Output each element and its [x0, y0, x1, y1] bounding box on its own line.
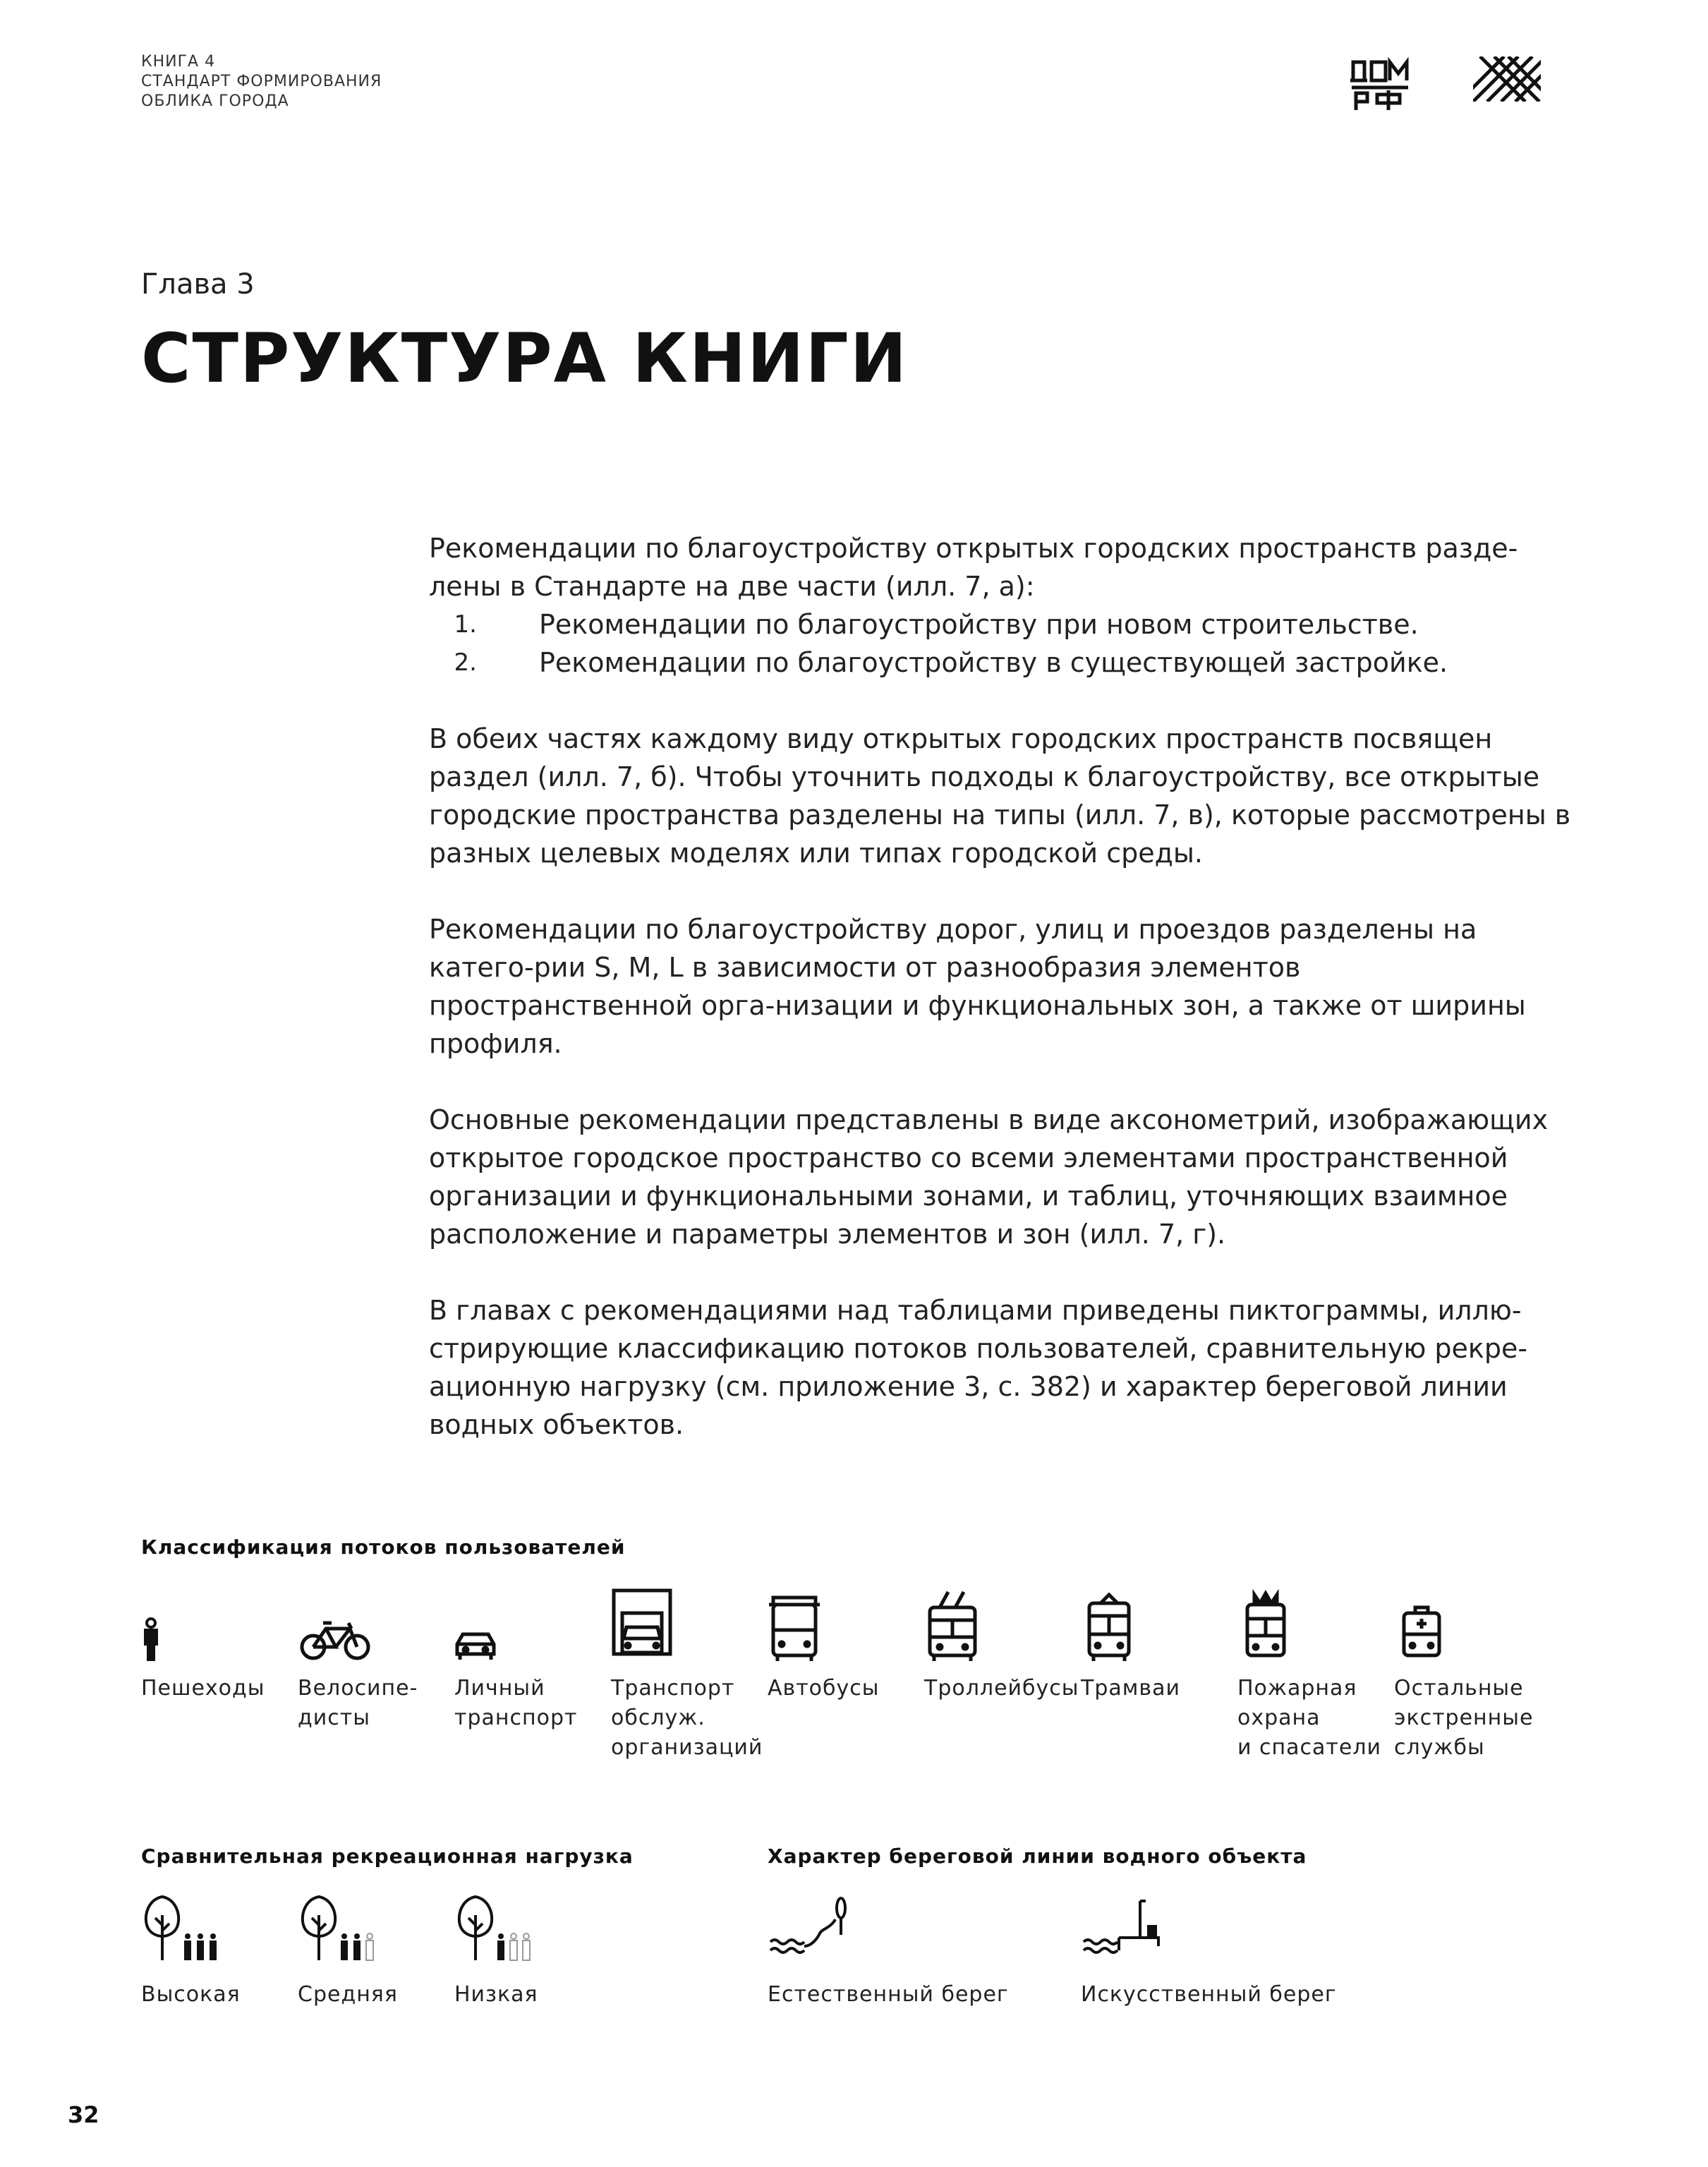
flow-label: охрана: [1237, 1706, 1321, 1730]
paragraph: Рекомендации по благоустройству дорог, улиц и проездов разделены на катего-рии S, M, L в зависимости от разнообразия элементов пространственной орга-низации и функциональных зон, а также от ширины профиля.: [429, 914, 1526, 1059]
flow-label: Пешеходы: [141, 1676, 265, 1701]
paragraph: В главах с рекомендациями над таблицами приведены пиктограммы, иллю-стрирующие классификацию потоков пользователей, сравнительную рекре-ационную нагрузку (см. приложение 3, с. 382) и характер береговой линии водных объектов.: [429, 1295, 1528, 1440]
emergency-vehicle-icon: [1394, 1588, 1479, 1665]
tram-icon: [1081, 1588, 1165, 1665]
paragraph: Основные рекомендации представлены в виде аксонометрий, изображающих открытое городское пространство со всеми элементами пространственной организации и функциональными зонами, и таблиц, уточняющих взаимное расположение и параметры элементов и зон (илл. 7, г).: [429, 1104, 1549, 1250]
flow-item-pedestrians: [141, 1588, 303, 1701]
flow-item-buses: [768, 1588, 930, 1701]
recreation-label: Высокая: [141, 1982, 241, 2007]
flow-label: обслуж.: [611, 1706, 705, 1730]
shoreline-label: Искусственный берег: [1081, 1982, 1337, 2007]
recreation-section-title: Сравнительная рекреационная нагрузка: [141, 1845, 634, 1868]
bus-icon: [768, 1588, 852, 1665]
flow-item-service-transport: [611, 1588, 773, 1760]
dom-rf-logo: [1349, 54, 1411, 113]
list-number: 2.: [454, 648, 477, 677]
list-item-text: Рекомендации по благоустройству в существующей застройке.: [539, 647, 1448, 678]
recreation-item-high: [141, 1894, 303, 2007]
car-icon: [454, 1588, 539, 1665]
list-number: 1.: [454, 610, 477, 639]
flow-label: транспорт: [454, 1706, 578, 1730]
medium-load-icon: [298, 1894, 411, 1964]
page-title: СТРУКТУРА КНИГИ: [141, 319, 909, 398]
flow-label: Автобусы: [768, 1676, 880, 1701]
recreation-label: Низкая: [454, 1982, 538, 2007]
list-item-text: Рекомендации по благоустройству при новом строительстве.: [539, 609, 1419, 640]
shoreline-item-artificial: [1081, 1894, 1377, 2007]
flow-label: Трамваи: [1081, 1676, 1180, 1701]
flow-label: Пожарная: [1237, 1676, 1357, 1701]
flow-label: службы: [1394, 1735, 1485, 1760]
chapter-label: Глава 3: [141, 268, 255, 301]
list-item: [429, 605, 1572, 644]
truck-icon: [611, 1588, 696, 1665]
recreation-item-low: [454, 1894, 617, 2007]
paragraph: В обеих частях каждому виду открытых городских пространств посвящен раздел (илл. 7, б). Чтобы уточнить подходы к благоустройству, все открытые городские пространства разделены на типы (илл. 7, в), которые рассмотрены в разных целевых моделях или типах городской среды.: [429, 723, 1571, 869]
recreation-label: Средняя: [298, 1982, 398, 2007]
flow-item-private-transport: [454, 1588, 617, 1730]
header-line: КНИГА 4: [141, 53, 216, 71]
high-load-icon: [141, 1894, 254, 1964]
flow-item-trolleybuses: [924, 1588, 1086, 1701]
header-line: ОБЛИКА ГОРОДА: [141, 92, 289, 110]
flow-label: экстренные: [1394, 1706, 1534, 1730]
pedestrian-icon: [141, 1588, 226, 1665]
flows-section-title: Классификация потоков пользователей: [141, 1535, 626, 1559]
flow-label: организаций: [611, 1735, 763, 1760]
body-text: [429, 529, 1572, 1482]
page-number: 32: [68, 2101, 99, 2128]
flow-label: и спасатели: [1237, 1735, 1382, 1760]
list-item: [429, 644, 1572, 682]
flow-item-trams: [1081, 1588, 1243, 1701]
flow-item-emergency: [1394, 1588, 1556, 1760]
book-header: [141, 52, 382, 111]
flow-item-fire-rescue: [1237, 1588, 1400, 1760]
low-load-icon: [454, 1894, 567, 1964]
shoreline-section-title: Характер береговой линии водного объекта: [768, 1845, 1307, 1868]
flow-label: дисты: [298, 1706, 370, 1730]
pattern-logo: [1473, 56, 1541, 102]
recreation-item-medium: [298, 1894, 460, 2007]
artificial-shore-icon: [1081, 1894, 1194, 1964]
flow-item-cyclists: [298, 1588, 460, 1730]
shoreline-label: Естественный берег: [768, 1982, 1009, 2007]
flow-label: Троллейбусы: [924, 1676, 1079, 1701]
paragraph: Рекомендации по благоустройству открытых городских пространств разде-лены в Стандарте на две части (илл. 7, а):: [429, 533, 1518, 602]
flow-label: Личный: [454, 1676, 545, 1701]
natural-shore-icon: [768, 1894, 880, 1964]
flow-label: Остальные: [1394, 1676, 1524, 1701]
shoreline-item-natural: [768, 1894, 1064, 2007]
fire-truck-icon: [1237, 1588, 1322, 1665]
flow-label: Велосипе-: [298, 1676, 418, 1701]
bicycle-icon: [298, 1588, 382, 1665]
trolleybus-icon: [924, 1588, 1009, 1665]
header-line: СТАНДАРТ ФОРМИРОВАНИЯ: [141, 73, 382, 90]
flow-label: Транспорт: [611, 1676, 735, 1701]
numbered-list: [429, 605, 1572, 682]
